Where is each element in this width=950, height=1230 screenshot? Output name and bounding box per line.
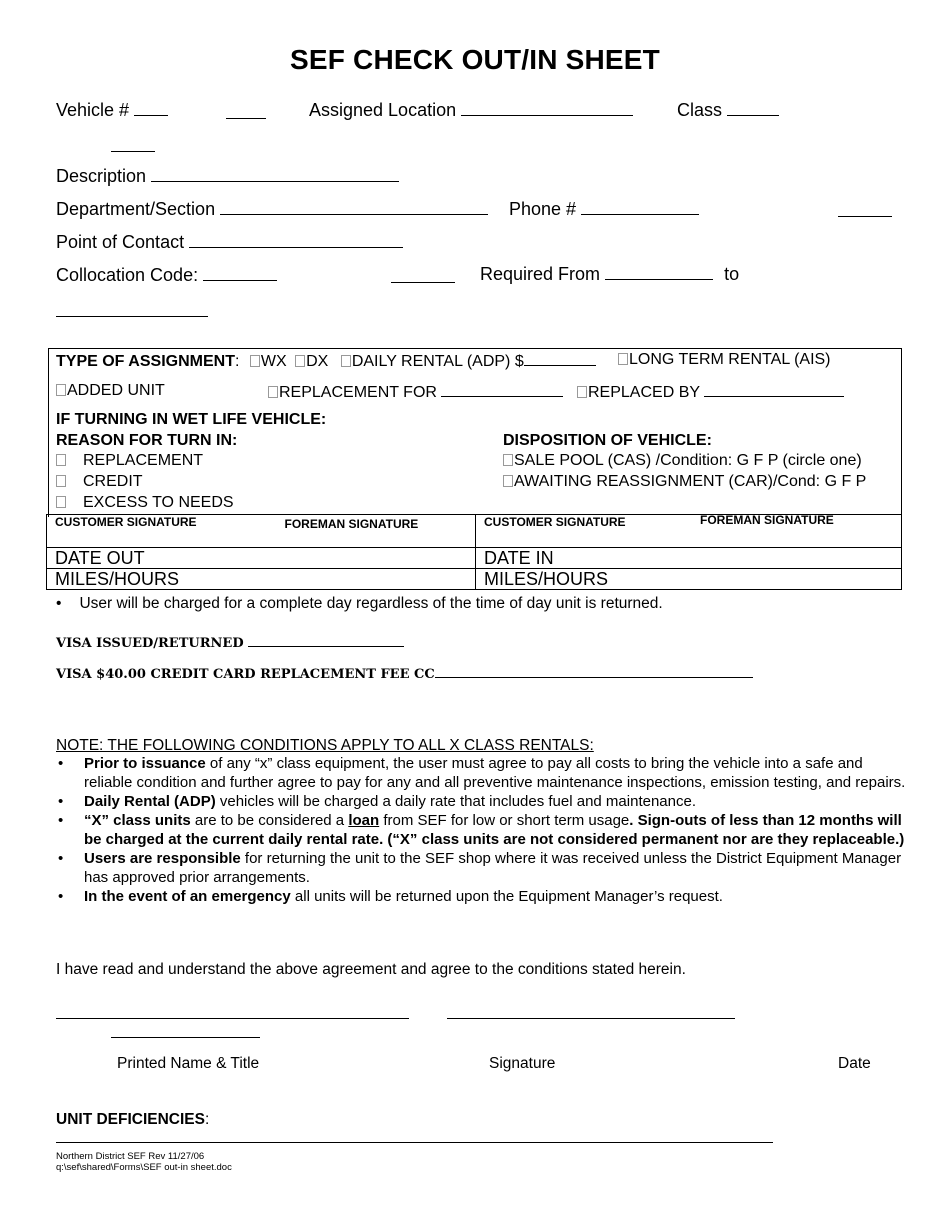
phone-extra-line bbox=[838, 198, 892, 217]
replacement-for-line bbox=[441, 382, 563, 397]
reason-excess-checkbox[interactable] bbox=[56, 496, 66, 508]
required-from-line bbox=[605, 265, 713, 280]
contact-field[interactable] bbox=[56, 231, 403, 253]
collocation-extra-line bbox=[391, 264, 455, 283]
dx-checkbox[interactable] bbox=[295, 355, 305, 367]
awaiting-checkbox[interactable] bbox=[503, 475, 513, 487]
condition-item: • In the event of an emergency all units will be returned upon the Equipment Manager’s request. bbox=[56, 887, 906, 906]
disposition-sale-pool[interactable]: SALE POOL (CAS) /Condition: G F P (circle one) bbox=[503, 452, 862, 470]
description-field[interactable] bbox=[56, 165, 399, 187]
description-line bbox=[151, 165, 399, 182]
checkin-signature-cell[interactable] bbox=[476, 515, 902, 548]
phone-field[interactable] bbox=[509, 198, 699, 220]
replaced-by-option[interactable]: REPLACED BY bbox=[577, 382, 844, 402]
printed-name-label: Printed Name & Title bbox=[117, 1055, 260, 1072]
reason-replacement[interactable]: REPLACEMENT bbox=[56, 452, 203, 470]
reason-replacement-checkbox[interactable] bbox=[56, 454, 66, 466]
customer-signature-label-out: CUSTOMER SIGNATURE bbox=[55, 515, 197, 529]
footer-path: q:\sef\shared\Forms\SEF out-in sheet.doc bbox=[56, 1162, 232, 1173]
visa-fee-label: VISA $40.00 CREDIT CARD REPLACEMENT FEE CC bbox=[56, 667, 435, 682]
assignment-type-label: TYPE OF ASSIGNMENT bbox=[56, 353, 235, 370]
footer-revision: Northern District SEF Rev 11/27/06 bbox=[56, 1151, 205, 1162]
signature-table bbox=[46, 514, 902, 590]
conditions-list bbox=[56, 754, 906, 906]
replaced-by-checkbox[interactable] bbox=[577, 386, 587, 398]
date-in-cell[interactable]: DATE IN bbox=[476, 548, 902, 569]
added-unit-option[interactable]: ADDED UNIT bbox=[56, 382, 165, 400]
class-label: Class bbox=[677, 100, 723, 120]
required-from-label: Required From bbox=[480, 264, 601, 284]
department-label: Department/Section bbox=[56, 199, 216, 219]
contact-line bbox=[189, 231, 403, 248]
condition-item: • Prior to issuance of any “x” class equipment, the user must agree to pay all costs to bring the vehicle into a safe and reliable condition and further agree to pay for any and all preventive maintenance inspections, emission testing, and repairs. bbox=[56, 754, 906, 792]
printed-name-line-short bbox=[111, 1037, 260, 1038]
required-from-field[interactable] bbox=[480, 264, 739, 285]
visa-fee-line bbox=[435, 664, 753, 678]
vehicle-label: Vehicle # bbox=[56, 100, 130, 120]
note-heading: NOTE: THE FOLLOWING CONDITIONS APPLY TO ALL X CLASS RENTALS: bbox=[56, 737, 594, 754]
vehicle-line-a bbox=[134, 101, 168, 116]
replacement-for-option[interactable]: REPLACEMENT FOR bbox=[268, 382, 563, 402]
condition-item: • “X” class units are to be considered a loan from SEF for low or short term usage. Sign-outs of less than 12 months will be charged at the current daily rental rate. (“X” class units are not considered permanent nor are they replaceable.) bbox=[56, 811, 906, 849]
class-field[interactable] bbox=[677, 100, 779, 121]
description-label: Description bbox=[56, 166, 147, 186]
date-out-cell[interactable]: DATE OUT bbox=[47, 548, 476, 569]
reason-heading: REASON FOR TURN IN: bbox=[56, 432, 238, 449]
condition-item: • Users are responsible for returning the unit to the SEF shop where it was received unless the District Equipment Manager has approved prior arrangements. bbox=[56, 849, 906, 887]
long-term-option[interactable]: LONG TERM RENTAL (AIS) bbox=[618, 351, 831, 369]
visa-fee-field[interactable] bbox=[56, 664, 753, 682]
unit-deficiencies-line[interactable] bbox=[56, 1142, 773, 1143]
reason-credit-checkbox[interactable] bbox=[56, 475, 66, 487]
unit-deficiencies-heading: UNIT DEFICIENCIES: bbox=[56, 1111, 210, 1128]
wx-checkbox[interactable] bbox=[250, 355, 260, 367]
collocation-label: Collocation Code: bbox=[56, 265, 199, 285]
class-continuation-line bbox=[111, 137, 155, 152]
assignment-type-row: TYPE OF ASSIGNMENT: WX DX DAILY RENTAL (ADP) $ bbox=[56, 351, 596, 371]
collocation-line bbox=[203, 264, 277, 281]
added-unit-checkbox[interactable] bbox=[56, 384, 66, 396]
daily-rental-option[interactable]: DAILY RENTAL (ADP) $ bbox=[341, 353, 596, 370]
agreement-text: I have read and understand the above agreement and agree to the conditions stated herein. bbox=[56, 961, 686, 978]
charge-note: • User will be charged for a complete day regardless of the time of day unit is returned. bbox=[56, 595, 663, 612]
signature-line[interactable] bbox=[447, 1018, 735, 1019]
assigned-location-line bbox=[461, 101, 633, 116]
phone-line bbox=[581, 198, 699, 215]
signature-label: Signature bbox=[489, 1055, 556, 1072]
wx-option[interactable]: WX bbox=[250, 353, 287, 370]
vehicle-field[interactable] bbox=[56, 100, 168, 121]
replaced-by-line bbox=[704, 382, 844, 397]
miles-out-cell[interactable]: MILES/HOURS bbox=[47, 569, 476, 590]
miles-in-cell[interactable]: MILES/HOURS bbox=[476, 569, 902, 590]
contact-label: Point of Contact bbox=[56, 232, 185, 252]
dx-option[interactable]: DX bbox=[295, 353, 328, 370]
long-term-checkbox[interactable] bbox=[618, 353, 628, 365]
disposition-awaiting[interactable]: AWAITING REASSIGNMENT (CAR)/Cond: G F P bbox=[503, 473, 866, 491]
foreman-signature-label-in: FOREMAN SIGNATURE bbox=[700, 513, 834, 527]
assigned-location-label: Assigned Location bbox=[309, 100, 457, 120]
to-line bbox=[56, 298, 208, 317]
phone-label: Phone # bbox=[509, 199, 577, 219]
page-title: SEF CHECK OUT/IN SHEET bbox=[290, 44, 660, 75]
date-label: Date bbox=[838, 1055, 871, 1072]
department-field[interactable] bbox=[56, 198, 488, 220]
printed-name-line[interactable] bbox=[56, 1018, 409, 1019]
foreman-signature-label-out: FOREMAN SIGNATURE bbox=[284, 516, 419, 531]
customer-signature-label-in: CUSTOMER SIGNATURE bbox=[484, 515, 626, 529]
bullet-icon: • bbox=[56, 595, 62, 612]
department-line bbox=[220, 198, 488, 215]
vehicle-line-b bbox=[226, 100, 266, 119]
disposition-heading: DISPOSITION OF VEHICLE: bbox=[503, 432, 712, 449]
replacement-for-checkbox[interactable] bbox=[268, 386, 278, 398]
wet-life-heading: IF TURNING IN WET LIFE VEHICLE: bbox=[56, 411, 327, 428]
assigned-location-field[interactable] bbox=[309, 100, 633, 121]
visa-issued-label: VISA ISSUED/RETURNED bbox=[56, 636, 244, 651]
reason-credit[interactable]: CREDIT bbox=[56, 473, 143, 491]
class-line bbox=[727, 101, 779, 116]
to-label: to bbox=[724, 264, 740, 284]
visa-issued-field[interactable] bbox=[56, 633, 404, 651]
sale-pool-checkbox[interactable] bbox=[503, 454, 513, 466]
daily-rental-checkbox[interactable] bbox=[341, 355, 351, 367]
reason-excess[interactable]: EXCESS TO NEEDS bbox=[56, 494, 234, 512]
collocation-field[interactable] bbox=[56, 264, 277, 286]
condition-item: • Daily Rental (ADP) vehicles will be charged a daily rate that includes fuel and maintenance. bbox=[56, 792, 906, 811]
checkout-signature-cell[interactable] bbox=[47, 515, 476, 548]
daily-rental-amount-line bbox=[524, 351, 596, 366]
visa-issued-line bbox=[248, 633, 404, 647]
